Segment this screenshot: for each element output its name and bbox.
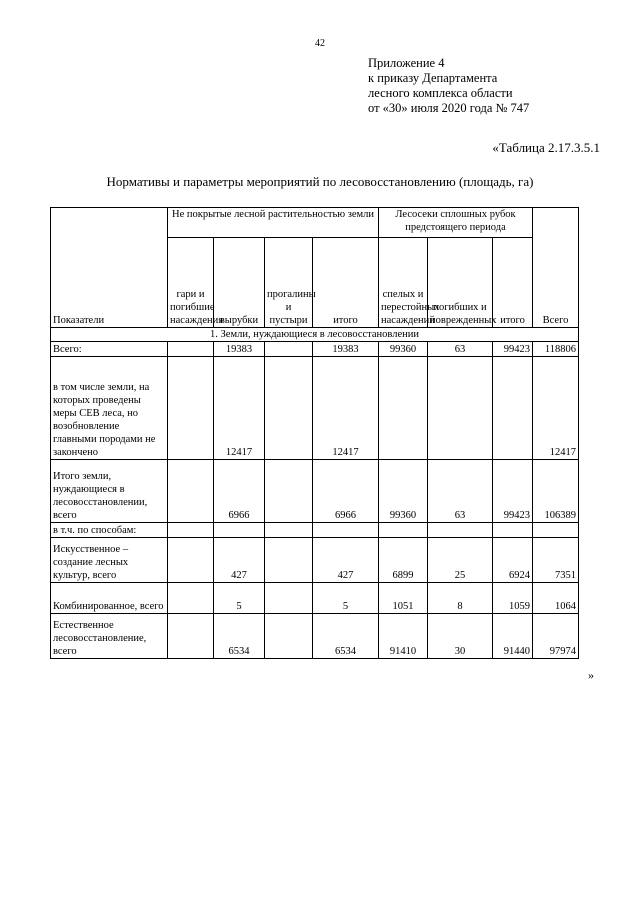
- header-glades: прогалины и пустыри: [265, 238, 313, 328]
- header-dead: погибших и поврежденных: [428, 238, 493, 328]
- cell-grand: 118806: [533, 342, 579, 357]
- header-indicators: Показатели: [51, 208, 168, 328]
- cell-total-a: [313, 523, 379, 538]
- cell-total-a: 6534: [313, 614, 379, 659]
- cell-clearcuts: 19383: [214, 342, 265, 357]
- cell-mature: [379, 523, 428, 538]
- cell-dead: 25: [428, 538, 493, 583]
- cell-total-b: 99423: [493, 342, 533, 357]
- cell-grand: 12417: [533, 357, 579, 460]
- cell-clearcuts: 427: [214, 538, 265, 583]
- row-label: в т.ч. по способам:: [51, 523, 168, 538]
- cell-dead: 30: [428, 614, 493, 659]
- table-row: [51, 538, 579, 583]
- header-total-a: итого: [313, 238, 379, 328]
- section-title: 1. Земли, нуждающиеся в лесовосстановлении: [51, 328, 579, 342]
- cell-dead: [428, 357, 493, 460]
- table-row: [51, 583, 579, 614]
- table-row: [51, 460, 579, 523]
- cell-dead: 63: [428, 342, 493, 357]
- cell-burnt: [168, 460, 214, 523]
- row-label: Естественное лесовосстановление, всего: [51, 614, 168, 659]
- row-label: Всего:: [51, 342, 168, 357]
- row-label: Итого земли, нуждающиеся в лесовосстановлении, всего: [51, 460, 168, 523]
- cell-total-b: 6924: [493, 538, 533, 583]
- cell-total-a: 5: [313, 583, 379, 614]
- cell-glades: [265, 614, 313, 659]
- cell-glades: [265, 460, 313, 523]
- appendix-line: к приказу Департамента: [368, 71, 498, 85]
- cell-total-b: 1059: [493, 583, 533, 614]
- cell-clearcuts: 6966: [214, 460, 265, 523]
- cell-total-b: 91440: [493, 614, 533, 659]
- row-label: Искусственное – создание лесных культур, всего: [51, 538, 168, 583]
- cell-burnt: [168, 357, 214, 460]
- cell-total-b: 99423: [493, 460, 533, 523]
- header-group-cuttings: Лесосеки сплошных рубок предстоящего периода: [379, 208, 533, 238]
- cell-total-a: 19383: [313, 342, 379, 357]
- row-label: в том числе земли, на которых проведены меры СЕВ леса, но возобновление главными породами не закончено: [51, 357, 168, 460]
- header-burnt: гари и погибшие насаждения: [168, 238, 214, 328]
- cell-grand: 97974: [533, 614, 579, 659]
- cell-total-a: 6966: [313, 460, 379, 523]
- cell-mature: [379, 357, 428, 460]
- header-clearcuts: вырубки: [214, 238, 265, 328]
- document-title: Нормативы и параметры мероприятий по лесовосстановлению (площадь, га): [106, 174, 534, 189]
- appendix-line: от «30» июля 2020 года № 747: [368, 101, 530, 115]
- cell-clearcuts: 12417: [214, 357, 265, 460]
- reforestation-table: [50, 207, 579, 659]
- table-row: [51, 357, 579, 460]
- header-grand-total: Всего: [533, 208, 579, 328]
- cell-clearcuts: 5: [214, 583, 265, 614]
- cell-total-a: 12417: [313, 357, 379, 460]
- cell-burnt: [168, 523, 214, 538]
- cell-mature: 99360: [379, 460, 428, 523]
- cell-grand: 7351: [533, 538, 579, 583]
- cell-mature: 91410: [379, 614, 428, 659]
- cell-dead: 63: [428, 460, 493, 523]
- cell-burnt: [168, 342, 214, 357]
- header-mature: спелых и перестойных насаждений: [379, 238, 428, 328]
- cell-clearcuts: 6534: [214, 614, 265, 659]
- cell-total-b: [493, 523, 533, 538]
- page-number: 42: [315, 38, 325, 49]
- cell-burnt: [168, 614, 214, 659]
- cell-total-a: 427: [313, 538, 379, 583]
- cell-burnt: [168, 583, 214, 614]
- cell-glades: [265, 538, 313, 583]
- appendix-line: лесного комплекса области: [368, 86, 513, 100]
- cell-dead: 8: [428, 583, 493, 614]
- cell-mature: 1051: [379, 583, 428, 614]
- header-total-b: итого: [493, 238, 533, 328]
- cell-glades: [265, 523, 313, 538]
- table-row: [51, 342, 579, 357]
- cell-grand: 106389: [533, 460, 579, 523]
- cell-grand: 1064: [533, 583, 579, 614]
- closing-quote: »: [588, 668, 594, 682]
- header-group-uncovered: Не покрытые лесной растительностью земли: [168, 208, 379, 238]
- row-label: Комбинированное, всего: [51, 583, 168, 614]
- cell-total-b: [493, 357, 533, 460]
- cell-glades: [265, 357, 313, 460]
- table-row: [51, 523, 579, 538]
- cell-grand: [533, 523, 579, 538]
- table-row: [51, 614, 579, 659]
- table-id: «Таблица 2.17.3.5.1: [492, 140, 600, 155]
- cell-mature: 6899: [379, 538, 428, 583]
- cell-glades: [265, 583, 313, 614]
- cell-dead: [428, 523, 493, 538]
- cell-glades: [265, 342, 313, 357]
- appendix-line: Приложение 4: [368, 56, 445, 70]
- cell-clearcuts: [214, 523, 265, 538]
- appendix-block: [368, 56, 529, 116]
- cell-burnt: [168, 538, 214, 583]
- cell-mature: 99360: [379, 342, 428, 357]
